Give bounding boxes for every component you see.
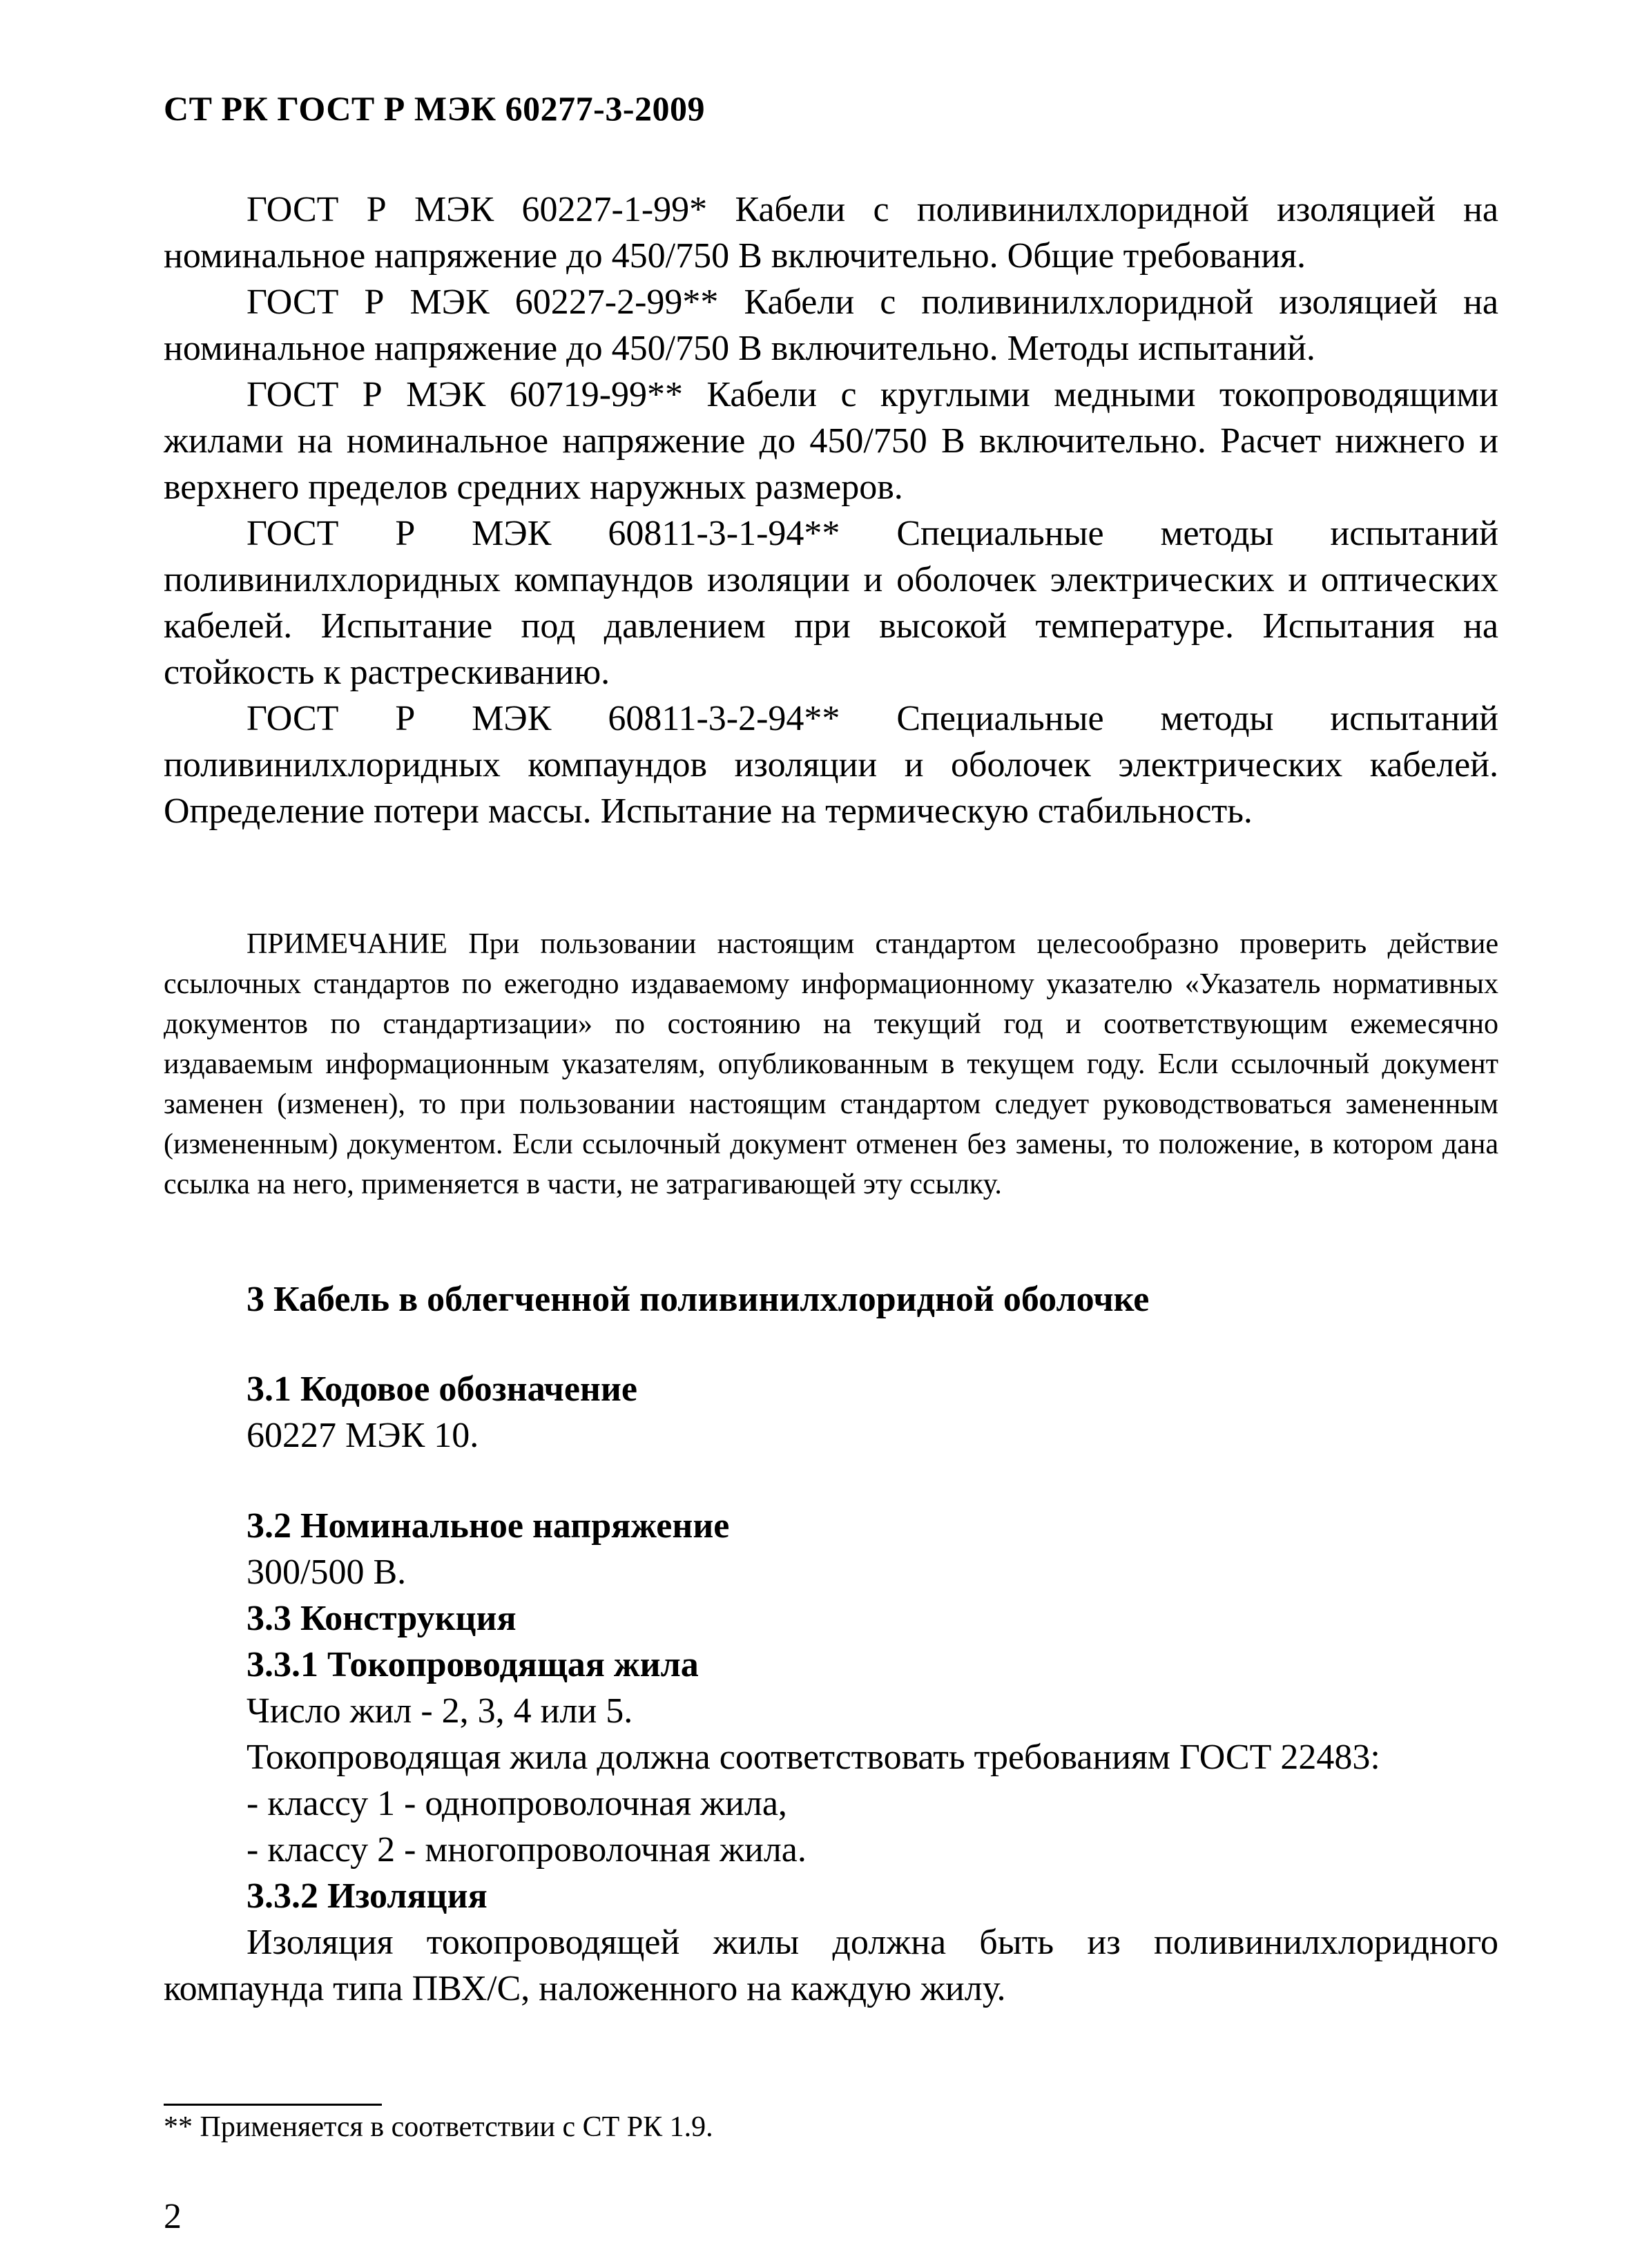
reference-item: ГОСТ Р МЭК 60227-2-99** Кабели с поливинилхлоридной изоляцией на номинальное напряжение до 450/750 В включительно. Методы испытаний. — [164, 282, 1498, 368]
reference-item: ГОСТ Р МЭК 60811-3-1-94** Специальные методы испытаний поливинилхлоридных компаундов изоляции и оболочек электрических и оптических кабелей. Испытание под давлением при высокой температуре. Испытания на стойкость к растрескиванию. — [164, 514, 1498, 692]
section-3-2 — [164, 1503, 1498, 2012]
section-3-3-1-title: 3.3.1 Токопроводящая жила — [247, 1645, 699, 1684]
reference-item: ГОСТ Р МЭК 60227-1-99* Кабели с поливинилхлоридной изоляцией на номинальное напряжение до 450/750 В включительно. Общие требования. — [164, 190, 1498, 276]
section-3-3-1-line: Число жил - 2, 3, 4 или 5. — [247, 1691, 633, 1731]
section-3-1-text: 60227 МЭК 10. — [247, 1416, 479, 1455]
section-3-1-title: 3.1 Кодовое обозначение — [247, 1370, 637, 1409]
section-3-3-title: 3.3 Конструкция — [247, 1599, 517, 1638]
section-3-title: 3 Кабель в облегченной поливинилхлоридной оболочке — [247, 1280, 1150, 1319]
section-3-2-text: 300/500 В. — [247, 1553, 407, 1592]
section-3-1 — [164, 1366, 1498, 1459]
footnote-divider — [164, 2104, 382, 2106]
section-3-3-2-title: 3.3.2 Изоляция — [247, 1876, 488, 1916]
list-item: - классу 1 - однопроволочная жила, — [247, 1784, 787, 1823]
normative-references — [164, 186, 1498, 834]
reference-item: ГОСТ Р МЭК 60719-99** Кабели с круглыми медными токопроводящими жилами на номинальное напряжение до 450/750 В включительно. Расчет нижнего и верхнего пределов средних наружных размеров. — [164, 375, 1498, 507]
list-item: - классу 2 - многопроволочная жила. — [247, 1830, 807, 1870]
document-header: СТ РК ГОСТ Р МЭК 60277-3-2009 — [164, 89, 705, 128]
section-3-2-title: 3.2 Номинальное напряжение — [247, 1506, 730, 1546]
reference-item: ГОСТ Р МЭК 60811-3-2-94** Специальные методы испытаний поливинилхлоридных компаундов изоляции и оболочек электрических кабелей. Определение потери массы. Испытание на термическую стабильность. — [164, 699, 1498, 831]
note-text: ПРИМЕЧАНИЕ При пользовании настоящим стандартом целесообразно проверить действие ссылочных стандартов по ежегодно издаваемому информационному указателю «Указатель нормативных документов по стандартизации» по состоянию на текущий год и соответствующим ежемесячно издаваемым информационным указателям, опубликованным в текущем году. Если ссылочный документ заменен (изменен), то при пользовании настоящим стандартом следует руководствоваться замененным (измененным) документом. Если ссылочный документ отменен без замены, то положение, в котором дана ссылка на него, применяется в части, не затрагивающей эту ссылку. — [164, 928, 1498, 1200]
note-block — [164, 924, 1498, 1204]
footnote: ** Применяется в соответствии с СТ РК 1.9. — [164, 2111, 713, 2143]
page-number: 2 — [164, 2197, 182, 2236]
section-3-3-1-para: Токопроводящая жила должна соответствовать требованиям ГОСТ 22483: — [247, 1738, 1380, 1777]
section-3-3-2-text: Изоляция токопроводящей жилы должна быть из поливинилхлоридного компаунда типа ПВХ/С, наложенного на каждую жилу. — [164, 1923, 1498, 2008]
section-3 — [164, 1276, 1498, 1323]
